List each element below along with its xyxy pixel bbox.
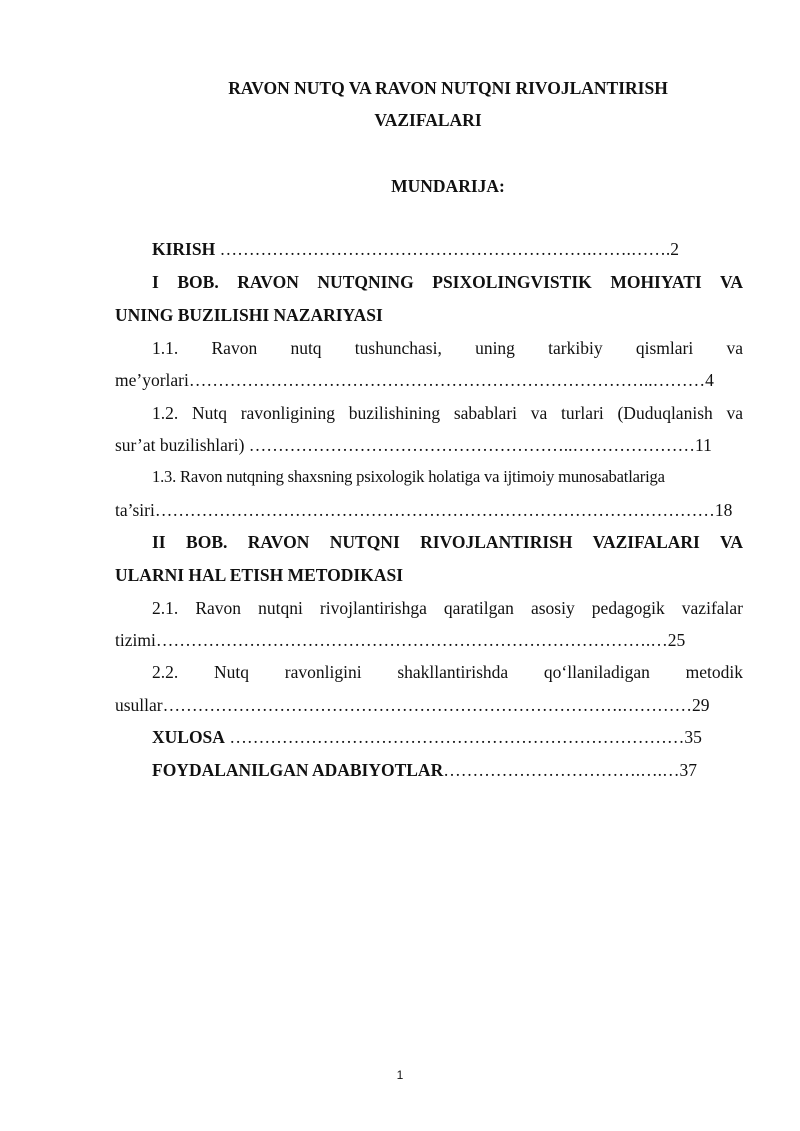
toc-kirish-label: KIRISH [152,239,216,259]
toc-chapter2-line1: II BOB. RAVON NUTQNI RIVOJLANTIRISH VAZIFALARI VA [152,532,743,552]
toc-chapter1-line2: UNING BUZILISHI NAZARIYASI [115,305,383,325]
toc-entry-kirish [152,239,743,260]
toc-chapter1-line1: I BOB. RAVON NUTQNING PSIXOLINGVISTIK MOHIYATI VA [152,272,743,292]
toc-entry-xulosa [152,727,743,748]
toc-references-dots: …………………………….….…37 [443,760,697,780]
toc-xulosa-label: XULOSA [152,727,225,747]
toc-chapter2-line2: ULARNI HAL ETISH METODIKASI [115,565,404,585]
toc-xulosa-dots: ……………………………………………………………………35 [224,727,702,747]
toc-entry-references [152,760,743,781]
toc-section-1-1-line2: me’yorlari……………………………………………………………………..………4 [115,370,714,390]
toc-section-1-1-line1: 1.1. Ravon nutq tushunchasi, uning tarkibiy qismlari va [152,338,743,358]
document-title-line2: VAZIFALARI [374,110,482,130]
toc-section-1-2-line1: 1.2. Nutq ravonligining buzilishining sabablari va turlari (Duduqlanish va [152,403,743,423]
toc-section-2-1-line1: 2.1. Ravon nutqni rivojlantirishga qaratilgan asosiy pedagogik vazifalar [152,598,743,618]
toc-section-2-1-line2: tizimi………………………………………………………………………….…25 [115,630,686,650]
toc-section-1-3-line1: 1.3. Ravon nutqning shaxsning psixologik holatiga va ijtimoiy munosabatlariga [152,467,665,486]
toc-section-1-3-line2: ta’siri……………………………………………………………………………………18 [115,500,733,520]
document-title-line1: RAVON NUTQ VA RAVON NUTQNI RIVOJLANTIRISH [228,78,668,98]
toc-section-2-2-line1: 2.2. Nutq ravonligini shakllantirishda qo‘llaniladigan metodik [152,662,743,682]
toc-kirish-dots: ……………………………………………………….…….…….2 [215,239,679,259]
page-number: 1 [396,1068,404,1082]
contents-heading: MUNDARIJA: [391,176,505,196]
toc-references-label: FOYDALANILGAN ADABIYOTLAR [152,760,444,780]
toc-section-2-2-line2: usullar…………………………………………………………………….…………29 [115,695,710,715]
toc-section-1-2-line2: sur’at buzilishlari) ………………………………………………..…………………11 [115,435,712,455]
